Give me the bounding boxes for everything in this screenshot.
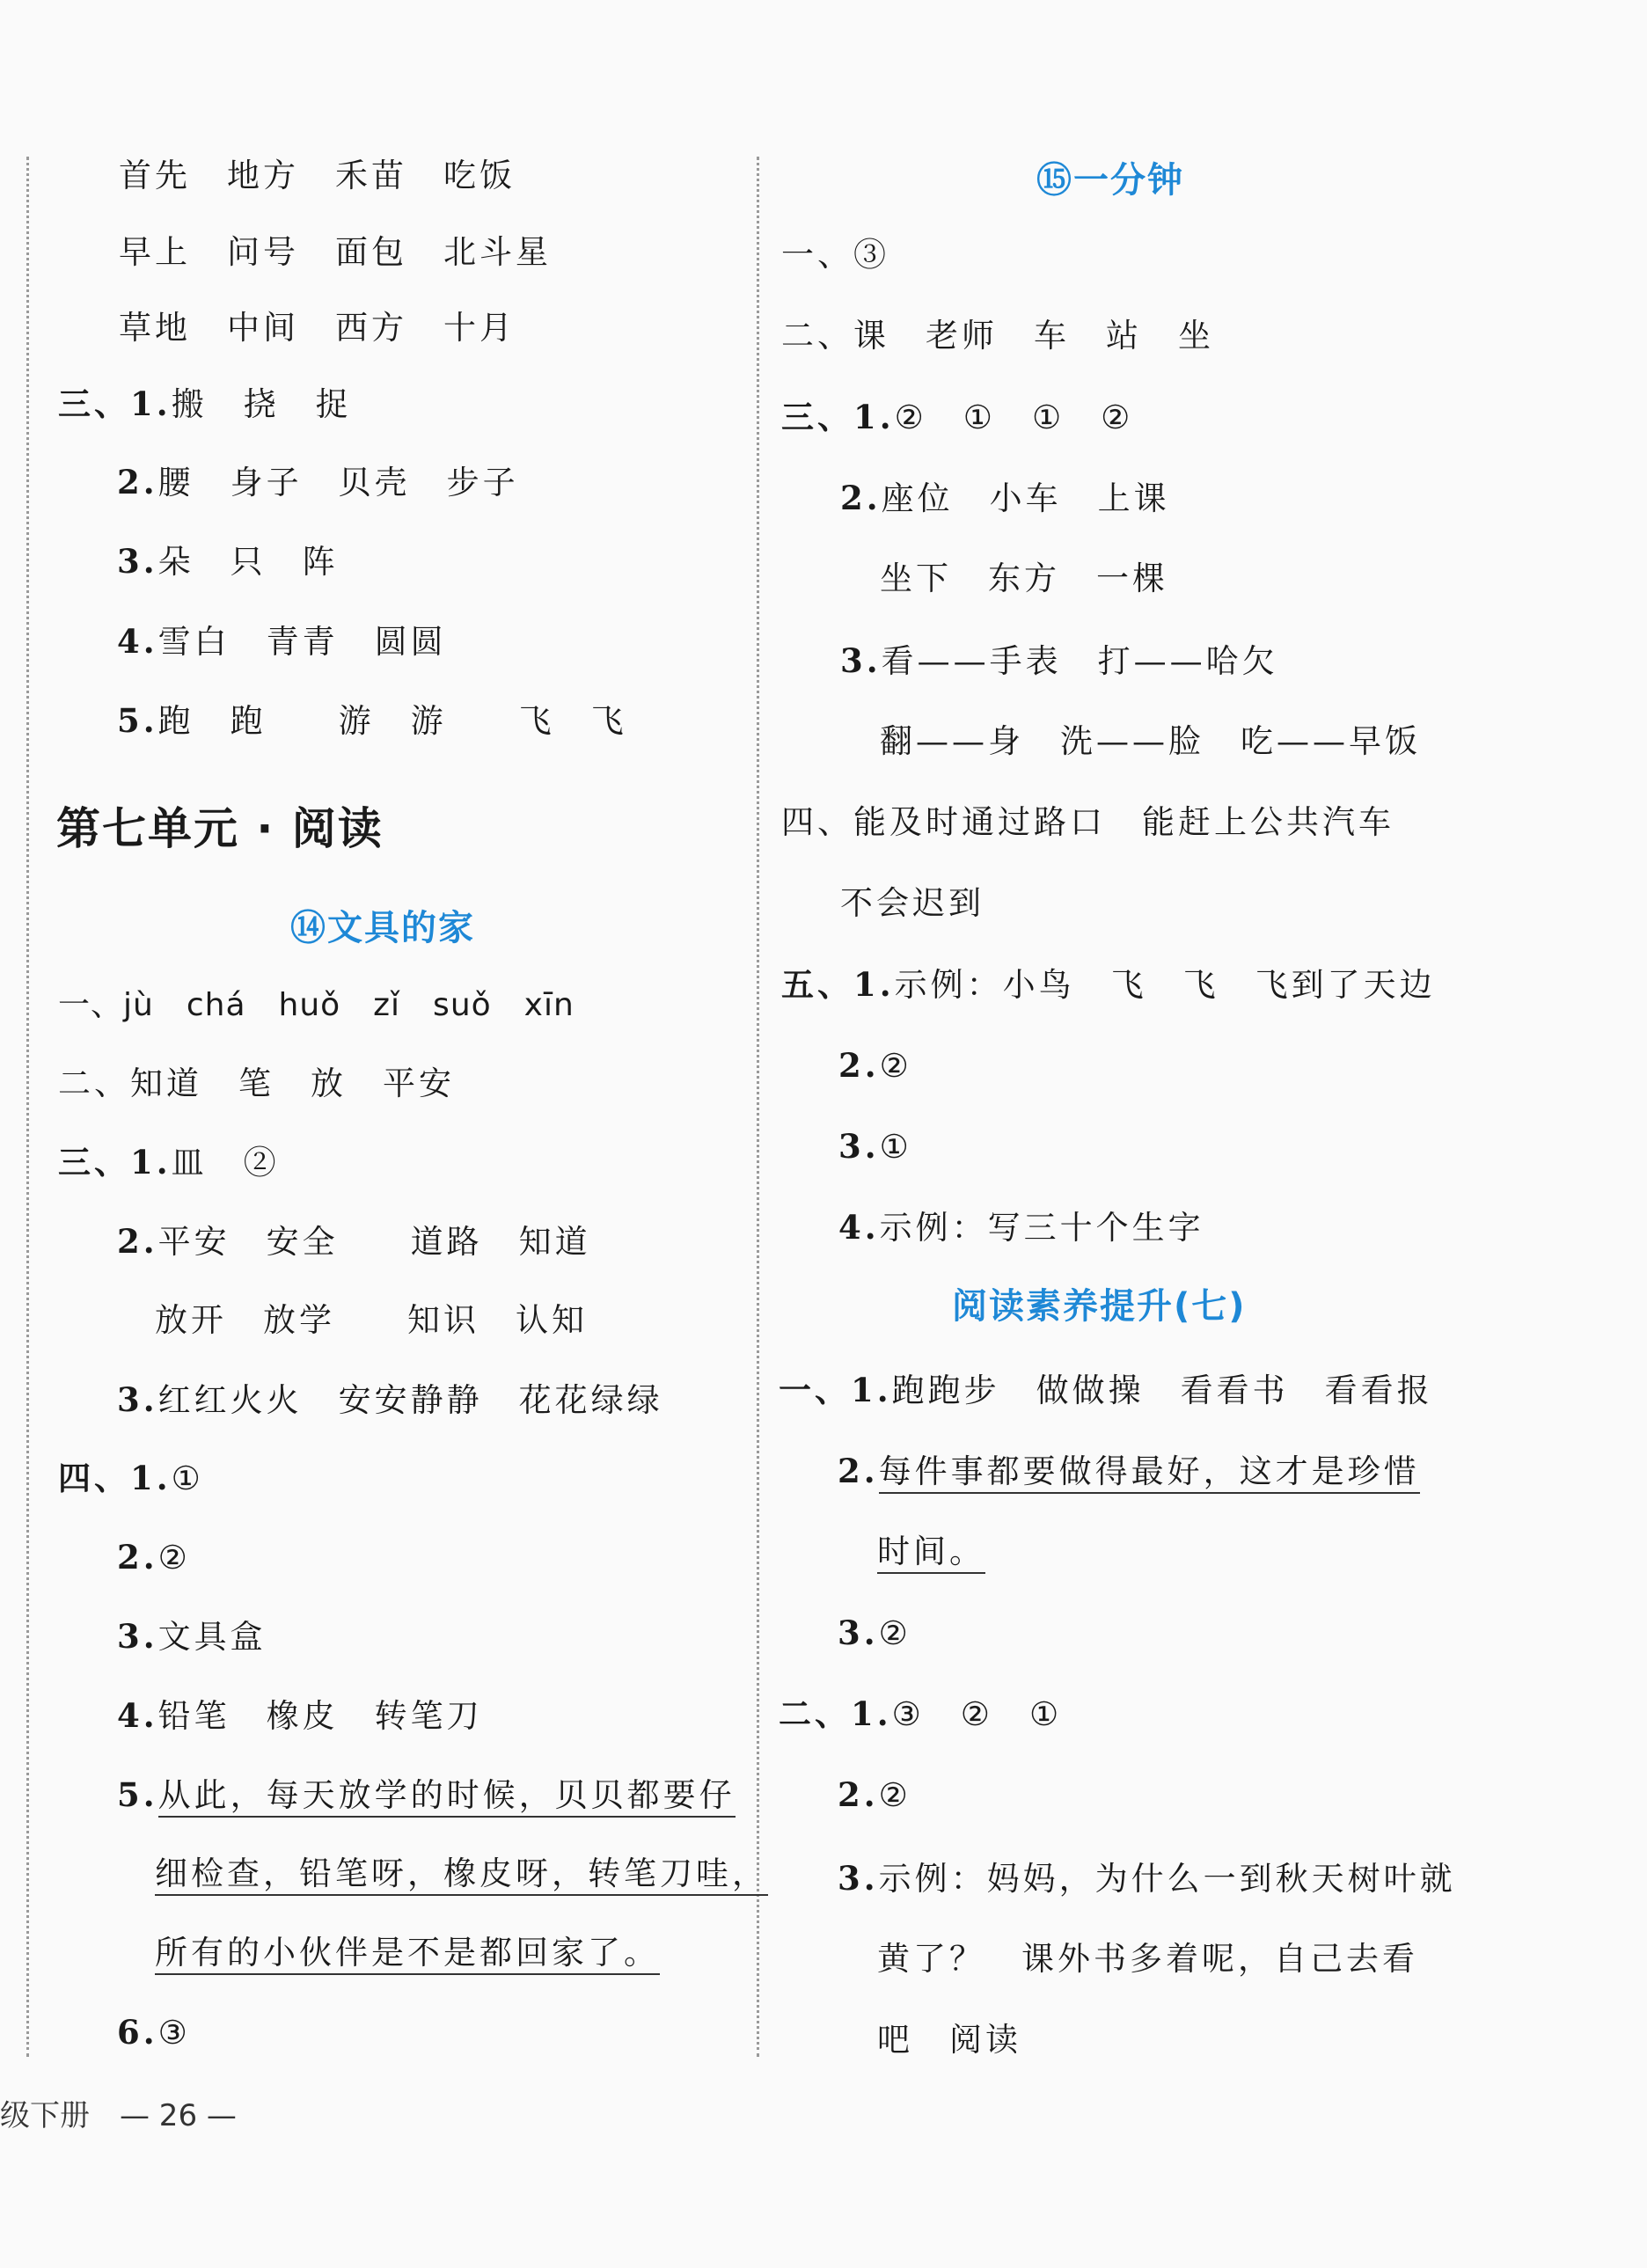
reading-section-2-item-3c: 吧 阅读: [877, 2021, 1021, 2059]
l14-section-4-item-5b: [155, 1852, 768, 1896]
item-text: ①: [171, 1460, 204, 1497]
word-line-3: 草地 中间 西方 十月: [119, 309, 516, 347]
reading-section-1-item-2a: [838, 1449, 1420, 1494]
item-label: 5.: [117, 1775, 158, 1814]
item-text: 跑跑步 做做操 看看书 看看报: [891, 1372, 1433, 1409]
l14-section-2: 二、知道 笔 放 平安: [58, 1064, 455, 1102]
item-text: ②: [879, 1047, 912, 1085]
reading-section-2-item-1: [779, 1692, 1062, 1737]
word-line-2: 早上 问号 面包 北斗星: [119, 233, 552, 271]
item-text: 红红火火 安安静静 花花绿绿: [157, 1381, 663, 1419]
item-label: 6.: [117, 2013, 158, 2052]
lesson-15-title: ⑮一分钟: [1036, 160, 1184, 201]
item-text: ② ① ① ②: [894, 399, 1134, 436]
l15-section-3-item-2b: 坐下 东方 一棵: [880, 560, 1168, 597]
item-label: 5.: [117, 701, 158, 740]
l14-section-3-item-2b: 放开 放学 知识 认知: [155, 1301, 588, 1339]
l14-section-4-item-6: [117, 2010, 191, 2055]
item-text: 示例：小鸟 飞 飞 飞到了天边: [894, 966, 1436, 1004]
item-text: 平安 安全 道路 知道: [157, 1223, 591, 1261]
item-text: 铅笔 橡皮 转笔刀: [157, 1697, 483, 1735]
section-3-item-3: [117, 539, 339, 584]
l14-section-3-item-3: [117, 1378, 663, 1423]
reading-section-1-item-3: [838, 1611, 911, 1656]
reading-section-2-item-3b: 黄了？ 课外书多着呢，自己去看: [877, 1940, 1418, 1978]
item-label: 4.: [117, 1696, 158, 1735]
l15-section-4b: 不会迟到: [840, 884, 985, 922]
section-3-item-5: [117, 699, 627, 743]
item-text: 朵 只 阵: [157, 543, 339, 581]
item-label: 3.: [840, 641, 882, 680]
item-label: 2.: [838, 1775, 879, 1814]
item-text: 座位 小车 上课: [881, 479, 1170, 517]
l15-section-5-item-3: [838, 1124, 912, 1169]
item-label: 3.: [117, 1380, 158, 1419]
reading-section-1-item-1: [779, 1368, 1433, 1413]
l15-section-3-item-3b: 翻——身 洗——脸 吃——早饭: [880, 722, 1421, 760]
l14-section-4-item-1: [58, 1456, 204, 1501]
reading-section-2-item-3a: [838, 1856, 1456, 1901]
item-label: 三、1.: [781, 398, 895, 436]
page-footer: 级下册 — 26 —: [0, 2098, 237, 2133]
reading-section-1-item-2b: [877, 1530, 985, 1574]
item-label: 2.: [838, 1452, 879, 1490]
item-label: 3.: [117, 542, 158, 581]
item-label: 4.: [117, 622, 158, 661]
l14-section-4-item-5a: [117, 1773, 736, 1818]
l14-section-3-item-1: [58, 1140, 280, 1185]
item-label: 一、1.: [779, 1371, 892, 1409]
item-text: ②: [878, 1776, 911, 1814]
item-label: 2.: [117, 1538, 158, 1577]
item-label: 3.: [838, 1859, 879, 1898]
item-label: 二、1.: [779, 1694, 892, 1733]
item-label: 3.: [117, 1617, 158, 1656]
section-3-item-4: [117, 619, 447, 664]
unit-heading: 第七单元 · 阅读: [56, 803, 384, 854]
item-label: 四、1.: [58, 1459, 172, 1497]
item-label: 三、1.: [58, 1143, 172, 1182]
item-label: 2.: [117, 1222, 158, 1261]
item-text: ③: [157, 2014, 191, 2052]
item-text: 雪白 青青 圆圆: [157, 623, 447, 661]
item-label: 2.: [838, 1046, 880, 1085]
l15-section-5-item-2: [838, 1043, 912, 1088]
item-text: ③ ② ①: [891, 1695, 1063, 1733]
section-3-item-2: [117, 460, 519, 505]
item-text: 皿 ②: [171, 1144, 280, 1182]
item-label: 2.: [117, 463, 158, 501]
item-label: 3.: [838, 1613, 879, 1652]
column-divider: [757, 157, 759, 2057]
lesson-14-title: ⑭文具的家: [290, 908, 475, 948]
pinyin-answers: jù chá huǒ zǐ suǒ xīn: [123, 987, 575, 1023]
item-text: ①: [879, 1128, 912, 1166]
underlined-answer: 每件事都要做得最好，这才是珍惜: [879, 1452, 1420, 1494]
item-text: 跑 跑 游 游 飞 飞: [157, 702, 627, 740]
l15-section-4a: 四、能及时通过路口 能赶上公共汽车: [781, 803, 1394, 841]
l14-section-1: [58, 984, 575, 1028]
item-label: 2.: [840, 479, 882, 517]
item-text: ②: [157, 1539, 191, 1577]
section-3-item-1: [58, 382, 352, 427]
item-label: 三、1.: [58, 384, 172, 423]
reading-section-2-item-2: [838, 1773, 911, 1818]
item-text: ②: [878, 1614, 911, 1652]
item-label: 五、1.: [781, 965, 895, 1004]
underlined-answer: 细检查，铅笔呀，橡皮呀，转笔刀哇，: [155, 1855, 768, 1896]
l15-section-3-item-1: [781, 395, 1133, 440]
l14-section-4-item-3: [117, 1614, 267, 1659]
underlined-answer: 从此，每天放学的时候，贝贝都要仔: [158, 1776, 736, 1818]
item-label: 4.: [838, 1208, 880, 1247]
item-label: 一、: [58, 987, 124, 1023]
item-text: 腰 身子 贝壳 步子: [157, 464, 519, 501]
l15-section-3-item-3a: [840, 639, 1278, 684]
word-line-1: 首先 地方 禾苗 吃饭: [119, 157, 516, 194]
l15-section-5-item-1: [781, 962, 1436, 1007]
underlined-answer: 时间。: [877, 1533, 985, 1574]
l14-section-4-item-5c: [155, 1931, 660, 1975]
item-label: 3.: [838, 1127, 880, 1166]
underlined-answer: 所有的小伙伴是不是都回家了。: [155, 1934, 660, 1975]
item-text: 看——手表 打——哈欠: [881, 642, 1278, 680]
l15-section-3-item-2a: [840, 476, 1170, 521]
item-text: 文具盒: [157, 1618, 267, 1656]
item-text: 搬 挠 捉: [171, 385, 352, 423]
l15-section-2: 二、课 老师 车 站 坐: [781, 317, 1214, 355]
l15-section-5-item-4: [838, 1205, 1204, 1250]
item-text: 示例：妈妈，为什么一到秋天树叶就: [878, 1860, 1456, 1898]
reading-section-title: 阅读素养提升(七): [952, 1286, 1247, 1327]
item-text: 示例：写三十个生字: [879, 1209, 1204, 1247]
left-margin-divider: [26, 157, 29, 2057]
l14-section-3-item-2a: [117, 1219, 591, 1264]
l14-section-4-item-4: [117, 1694, 483, 1738]
l14-section-4-item-2: [117, 1535, 191, 1580]
l15-section-1: 一、③: [781, 236, 889, 274]
